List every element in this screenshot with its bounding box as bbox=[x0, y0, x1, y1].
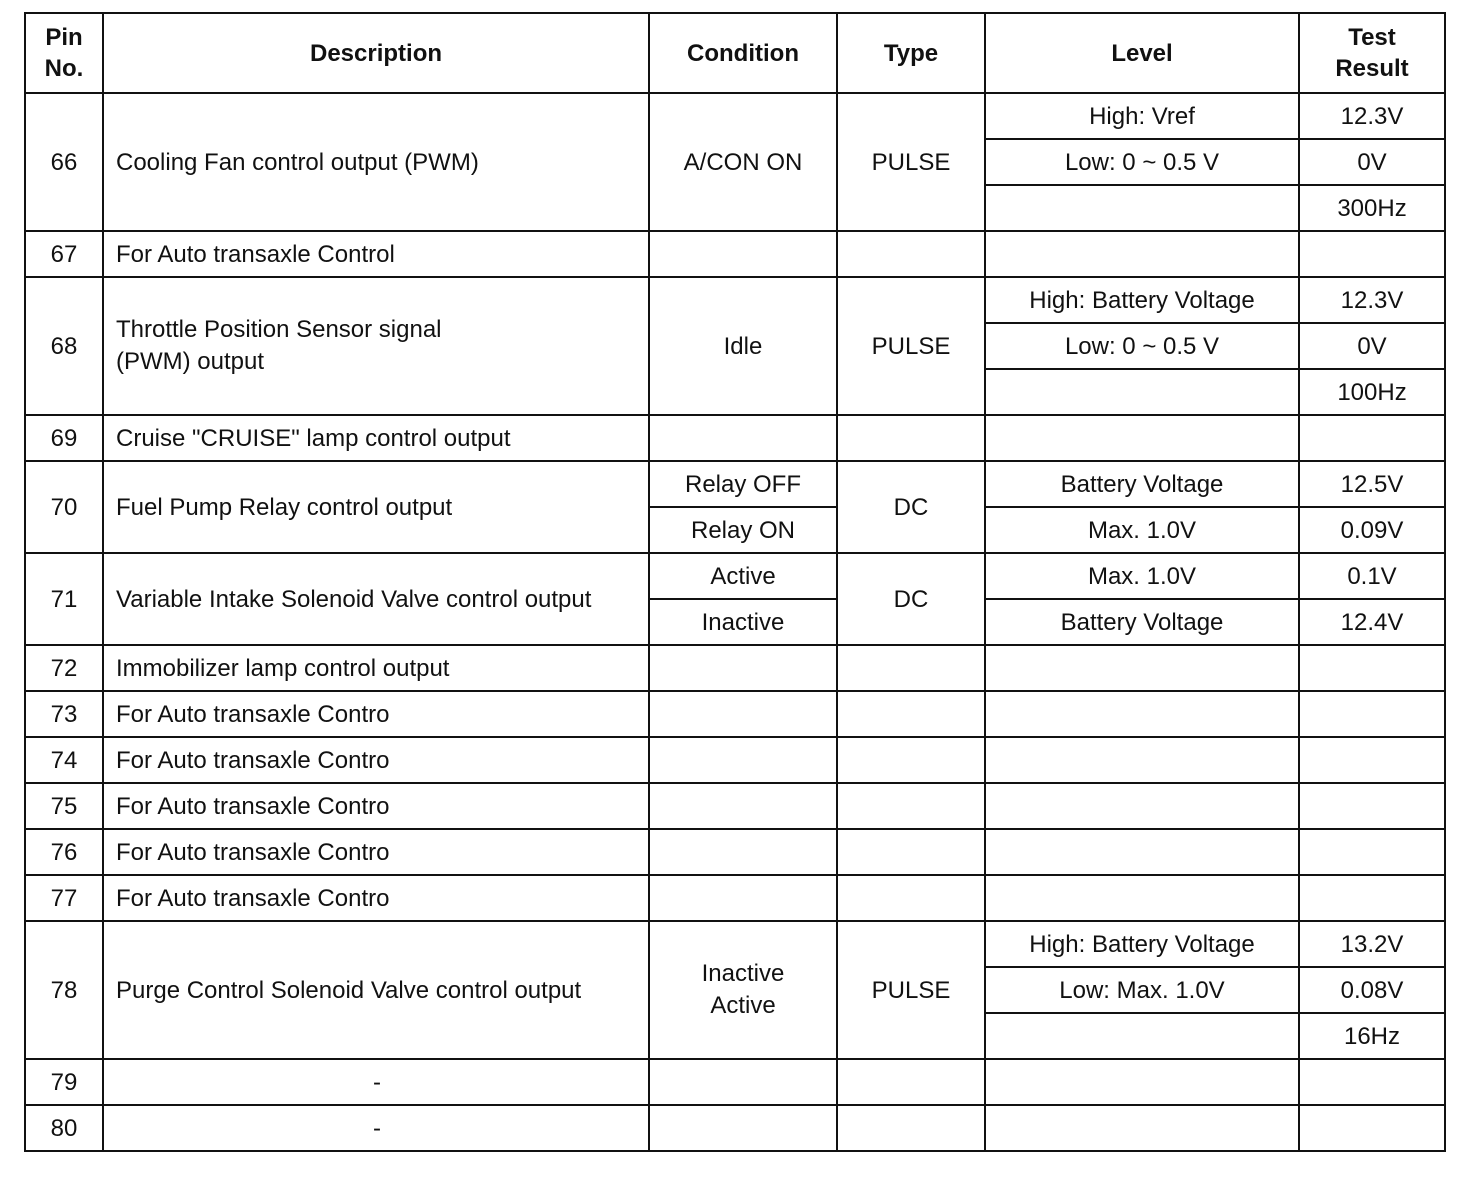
pin-number: 68 bbox=[25, 277, 103, 415]
table-row bbox=[25, 829, 1445, 875]
pin-description: For Auto transaxle Contro bbox=[103, 783, 649, 829]
pin-number: 74 bbox=[25, 737, 103, 783]
level-value: Max. 1.0V bbox=[985, 553, 1299, 599]
signal-type bbox=[837, 783, 985, 829]
level-value bbox=[985, 1059, 1299, 1105]
pin-number: 75 bbox=[25, 783, 103, 829]
signal-type bbox=[837, 875, 985, 921]
test-result bbox=[1299, 829, 1445, 875]
level-value bbox=[985, 231, 1299, 277]
test-result: 12.3V bbox=[1299, 277, 1445, 323]
table-row bbox=[25, 921, 1445, 967]
pin-condition bbox=[649, 691, 837, 737]
signal-type bbox=[837, 231, 985, 277]
pin-condition: Relay ON bbox=[649, 507, 837, 553]
test-result bbox=[1299, 783, 1445, 829]
table-row bbox=[25, 553, 1445, 599]
pin-description: Immobilizer lamp control output bbox=[103, 645, 649, 691]
level-value: Max. 1.0V bbox=[985, 507, 1299, 553]
pin-number: 76 bbox=[25, 829, 103, 875]
signal-type bbox=[837, 415, 985, 461]
table-row bbox=[25, 737, 1445, 783]
pin-description: Throttle Position Sensor signal (PWM) output bbox=[103, 277, 649, 415]
pin-description: Fuel Pump Relay control output bbox=[103, 461, 649, 553]
pin-description: - bbox=[103, 1105, 649, 1151]
pin-condition: Active bbox=[649, 553, 837, 599]
pin-condition: Inactive Active bbox=[649, 921, 837, 1059]
pin-number: 73 bbox=[25, 691, 103, 737]
table-row bbox=[25, 1059, 1445, 1105]
signal-type: PULSE bbox=[837, 277, 985, 415]
table-row bbox=[25, 691, 1445, 737]
signal-type: PULSE bbox=[837, 93, 985, 231]
signal-type bbox=[837, 691, 985, 737]
level-value bbox=[985, 829, 1299, 875]
level-value bbox=[985, 1105, 1299, 1151]
test-result: 0.09V bbox=[1299, 507, 1445, 553]
signal-type bbox=[837, 829, 985, 875]
pin-condition bbox=[649, 875, 837, 921]
pin-description: For Auto transaxle Contro bbox=[103, 737, 649, 783]
level-value: High: Battery Voltage bbox=[985, 921, 1299, 967]
pin-number: 69 bbox=[25, 415, 103, 461]
test-result: 300Hz bbox=[1299, 185, 1445, 231]
test-result: 12.4V bbox=[1299, 599, 1445, 645]
pin-number: 80 bbox=[25, 1105, 103, 1151]
pin-condition: A/CON ON bbox=[649, 93, 837, 231]
signal-type bbox=[837, 1105, 985, 1151]
test-result bbox=[1299, 415, 1445, 461]
header-type: Type bbox=[837, 13, 985, 93]
pin-number: 71 bbox=[25, 553, 103, 645]
level-value bbox=[985, 1013, 1299, 1059]
test-result: 0V bbox=[1299, 323, 1445, 369]
level-value: Low: Max. 1.0V bbox=[985, 967, 1299, 1013]
pin-number: 78 bbox=[25, 921, 103, 1059]
test-result: 0V bbox=[1299, 139, 1445, 185]
pin-condition bbox=[649, 737, 837, 783]
test-result: 12.3V bbox=[1299, 93, 1445, 139]
pin-description: - bbox=[103, 1059, 649, 1105]
pin-number: 79 bbox=[25, 1059, 103, 1105]
level-value: High: Vref bbox=[985, 93, 1299, 139]
signal-type: PULSE bbox=[837, 921, 985, 1059]
test-result: 16Hz bbox=[1299, 1013, 1445, 1059]
test-result bbox=[1299, 1059, 1445, 1105]
level-value bbox=[985, 783, 1299, 829]
signal-type bbox=[837, 737, 985, 783]
pin-condition bbox=[649, 645, 837, 691]
test-result: 13.2V bbox=[1299, 921, 1445, 967]
pin-condition bbox=[649, 1105, 837, 1151]
table-row bbox=[25, 277, 1445, 323]
pin-description: Purge Control Solenoid Valve control output bbox=[103, 921, 649, 1059]
pin-condition bbox=[649, 783, 837, 829]
pin-description: For Auto transaxle Contro bbox=[103, 875, 649, 921]
signal-type bbox=[837, 1059, 985, 1105]
pin-description: Variable Intake Solenoid Valve control output bbox=[103, 553, 649, 645]
table-row bbox=[25, 93, 1445, 139]
test-result bbox=[1299, 231, 1445, 277]
level-value bbox=[985, 185, 1299, 231]
header-condition: Condition bbox=[649, 13, 837, 93]
header-test-result: Test Result bbox=[1299, 13, 1445, 93]
test-result bbox=[1299, 737, 1445, 783]
pin-condition bbox=[649, 415, 837, 461]
test-result bbox=[1299, 691, 1445, 737]
test-result: 0.1V bbox=[1299, 553, 1445, 599]
pin-condition bbox=[649, 231, 837, 277]
level-value bbox=[985, 415, 1299, 461]
pin-condition: Inactive bbox=[649, 599, 837, 645]
table-row bbox=[25, 645, 1445, 691]
pin-number: 70 bbox=[25, 461, 103, 553]
pin-condition bbox=[649, 829, 837, 875]
level-value: Low: 0 ~ 0.5 V bbox=[985, 323, 1299, 369]
pin-condition: Idle bbox=[649, 277, 837, 415]
pin-description: For Auto transaxle Control bbox=[103, 231, 649, 277]
level-value bbox=[985, 645, 1299, 691]
test-result bbox=[1299, 645, 1445, 691]
signal-type: DC bbox=[837, 553, 985, 645]
pin-number: 66 bbox=[25, 93, 103, 231]
pin-number: 72 bbox=[25, 645, 103, 691]
pin-description: For Auto transaxle Contro bbox=[103, 691, 649, 737]
level-value bbox=[985, 369, 1299, 415]
ecu-pin-table bbox=[24, 12, 1446, 1152]
header-row bbox=[25, 13, 1445, 93]
test-result bbox=[1299, 875, 1445, 921]
test-result: 100Hz bbox=[1299, 369, 1445, 415]
test-result: 12.5V bbox=[1299, 461, 1445, 507]
table-row bbox=[25, 415, 1445, 461]
pin-number: 67 bbox=[25, 231, 103, 277]
test-result bbox=[1299, 1105, 1445, 1151]
header-level: Level bbox=[985, 13, 1299, 93]
level-value: High: Battery Voltage bbox=[985, 277, 1299, 323]
table-row bbox=[25, 1105, 1445, 1151]
pin-number: 77 bbox=[25, 875, 103, 921]
header-pin-no: Pin No. bbox=[25, 13, 103, 93]
test-result: 0.08V bbox=[1299, 967, 1445, 1013]
pin-condition: Relay OFF bbox=[649, 461, 837, 507]
pin-condition bbox=[649, 1059, 837, 1105]
pin-description: Cooling Fan control output (PWM) bbox=[103, 93, 649, 231]
table-row bbox=[25, 461, 1445, 507]
level-value bbox=[985, 875, 1299, 921]
table-row bbox=[25, 783, 1445, 829]
level-value: Battery Voltage bbox=[985, 461, 1299, 507]
header-description: Description bbox=[103, 13, 649, 93]
level-value: Low: 0 ~ 0.5 V bbox=[985, 139, 1299, 185]
signal-type bbox=[837, 645, 985, 691]
level-value bbox=[985, 737, 1299, 783]
table-row bbox=[25, 231, 1445, 277]
level-value bbox=[985, 691, 1299, 737]
pin-description: For Auto transaxle Contro bbox=[103, 829, 649, 875]
level-value: Battery Voltage bbox=[985, 599, 1299, 645]
pin-description: Cruise "CRUISE" lamp control output bbox=[103, 415, 649, 461]
signal-type: DC bbox=[837, 461, 985, 553]
table-row bbox=[25, 875, 1445, 921]
